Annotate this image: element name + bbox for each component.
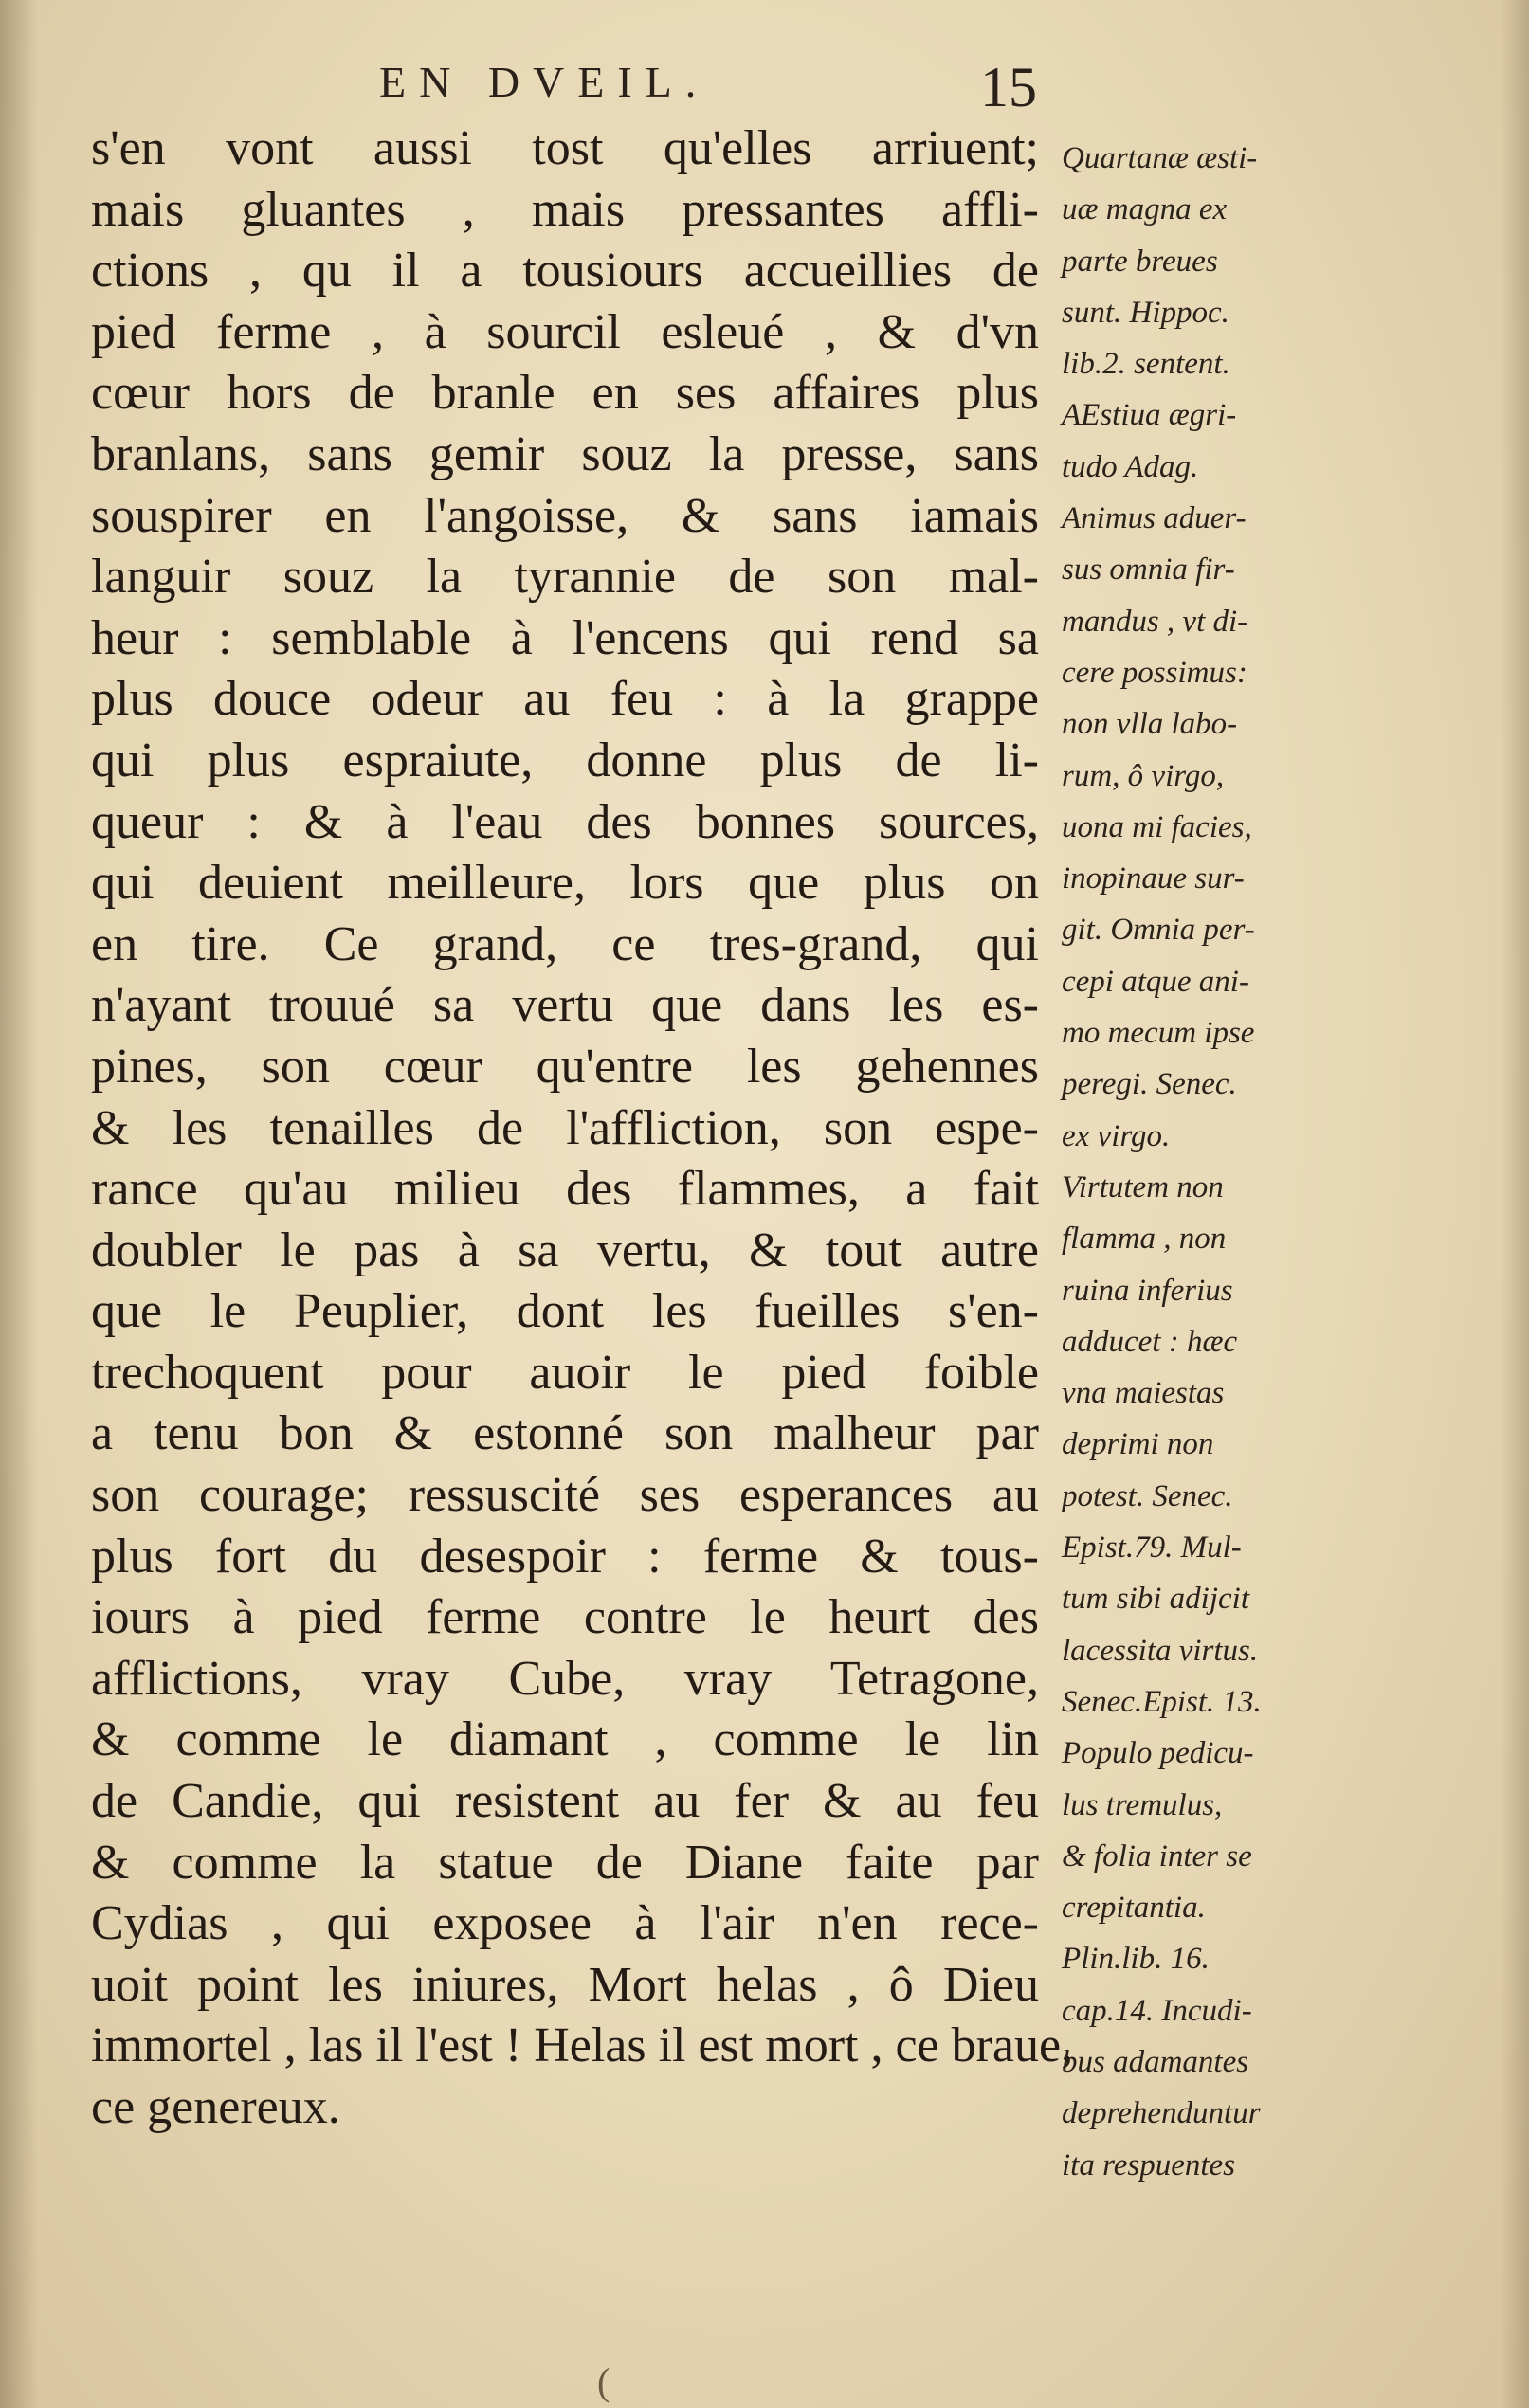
margin-note-line: ruina inferius (1062, 1273, 1233, 1308)
text-line: de Candie, qui resistent au fer & au feu (91, 1774, 1039, 1829)
margin-note-line: flamma , non (1062, 1222, 1227, 1257)
margin-note-line: git. Omnia per- (1062, 913, 1255, 948)
text-line: pied ferme , à sourcil esleué , & d'vn (91, 304, 1039, 359)
margin-note-line: non vlla labo- (1062, 707, 1238, 742)
margin-note-line: Epist.79. Mul- (1062, 1530, 1242, 1566)
margin-note-line: potest. Senec. (1062, 1478, 1233, 1513)
text-line: afflictions, vray Cube, vray Tetragone, (91, 1651, 1039, 1706)
margin-note-line: bus adamantes (1062, 2044, 1249, 2079)
margin-note-line: & folia inter se (1062, 1838, 1252, 1874)
margin-note-line: rum, ô virgo, (1062, 758, 1225, 793)
margin-note-line: mo mecum ipse (1062, 1016, 1255, 1051)
text-line: n'ayant trouué sa vertu que dans les es- (91, 978, 1039, 1033)
margin-note-line: lus tremulus, (1062, 1787, 1223, 1822)
margin-note-line: ita respuentes (1062, 2147, 1235, 2182)
margin-note-line: tudo Adag. (1062, 449, 1199, 484)
text-line: qui plus espraiute, donne plus de li- (91, 733, 1039, 788)
text-line: & comme la statue de Diane faite par (91, 1835, 1039, 1890)
margin-note-line: inopinaue sur- (1062, 861, 1245, 896)
left-edge-shadow (0, 0, 38, 2408)
margin-note-line: adducet : hæc (1062, 1324, 1238, 1359)
margin-note-line: sus omnia fir- (1062, 552, 1235, 588)
text-line: uoit point les iniures, Mort helas , ô Dieu (91, 1957, 1039, 2012)
margin-note-line: mandus , vt di- (1062, 604, 1248, 639)
text-line: ctions , qu il a tousiours accueillies de (91, 244, 1039, 299)
margin-note-line: Quartanæ æsti- (1062, 141, 1258, 175)
text-line: trechoquent pour auoir le pied foible (91, 1345, 1039, 1400)
text-line: pines, son cœur qu'entre les gehennes (91, 1039, 1039, 1094)
text-line: heur : semblable à l'encens qui rend sa (91, 610, 1039, 665)
text-line: & comme le diamant , comme le lin (91, 1712, 1039, 1767)
margin-note-line: lacessita virtus. (1062, 1633, 1259, 1668)
margin-note-line: Animus aduer- (1062, 501, 1247, 536)
text-line: & les tenailles de l'affliction, son espe- (91, 1100, 1039, 1155)
margin-note-line: ex virgo. (1062, 1118, 1171, 1153)
margin-note-line: cere possimus: (1062, 655, 1247, 690)
margin-note-line: Plin.lib. 16. (1062, 1942, 1210, 1977)
margin-note-line: uæ magna ex (1062, 192, 1228, 227)
right-edge-shadow (1501, 0, 1529, 2408)
text-line: rance qu'au milieu des flammes, a fait (91, 1162, 1039, 1217)
margin-note-line: AEstiua ægri- (1062, 398, 1237, 433)
text-line: cœur hors de branle en ses affaires plus (91, 366, 1039, 421)
margin-note-line: Populo pedicu- (1062, 1736, 1254, 1771)
margin-note-line: crepitantia. (1062, 1891, 1206, 1926)
margin-note-line: deprimi non (1062, 1427, 1214, 1462)
text-line: branlans, sans gemir souz la presse, sans (91, 426, 1039, 481)
bottom-mark: ( (597, 2361, 610, 2403)
margin-note-line: parte breues (1062, 244, 1218, 279)
margin-note-line: vna maiestas (1062, 1376, 1225, 1411)
text-line: mais gluantes , mais pressantes affli- (91, 182, 1039, 237)
text-line: queur : & à l'eau des bonnes sources, (91, 794, 1039, 849)
text-line: souspirer en l'angoisse, & sans iamais (91, 488, 1039, 543)
running-title: EN DVEIL. (379, 58, 710, 106)
main-text-block (91, 118, 1074, 2139)
text-line: plus fort du desespoir : ferme & tous- (91, 1529, 1039, 1584)
text-line: que le Peuplier, dont les fueilles s'en- (91, 1284, 1039, 1339)
text-line: ce genereux. (91, 2080, 340, 2134)
text-line: plus douce odeur au feu : à la grappe (91, 672, 1039, 727)
text-line: s'en vont aussi tost qu'elles arriuent; (91, 121, 1039, 175)
text-line: en tire. Ce grand, ce tres-grand, qui (91, 916, 1039, 971)
text-line: immortel , las il l'est ! Helas il est mort , ce braue, (91, 2019, 1074, 2073)
page-number: 15 (980, 56, 1037, 118)
margin-note-line: cap.14. Incudi- (1062, 1993, 1252, 2028)
margin-note-line: Virtutem non (1062, 1169, 1224, 1204)
text-line: a tenu bon & estonné son malheur par (91, 1406, 1039, 1461)
margin-note-line: lib.2. sentent. (1062, 347, 1230, 382)
margin-note-line: uona mi facies, (1062, 809, 1252, 844)
text-line: Cydias , qui exposee à l'air n'en rece- (91, 1896, 1039, 1951)
text-line: qui deuient meilleure, lors que plus on (91, 856, 1039, 911)
text-line: son courage; ressuscité ses esperances au (91, 1468, 1039, 1523)
margin-note-line: deprehenduntur (1062, 2096, 1261, 2131)
margin-note-line: cepi atque ani- (1062, 964, 1249, 999)
margin-note-line: peregi. Senec. (1062, 1067, 1237, 1102)
margin-note-line: tum sibi adijcit (1062, 1582, 1249, 1617)
text-line: doubler le pas à sa vertu, & tout autre (91, 1222, 1039, 1277)
margin-note-line: sunt. Hippoc. (1062, 295, 1229, 330)
margin-notes (1062, 133, 1346, 2191)
margin-note-line: Senec.Epist. 13. (1062, 1684, 1262, 1719)
text-line: languir souz la tyrannie de son mal- (91, 550, 1039, 605)
text-line: iours à pied ferme contre le heurt des (91, 1590, 1039, 1645)
